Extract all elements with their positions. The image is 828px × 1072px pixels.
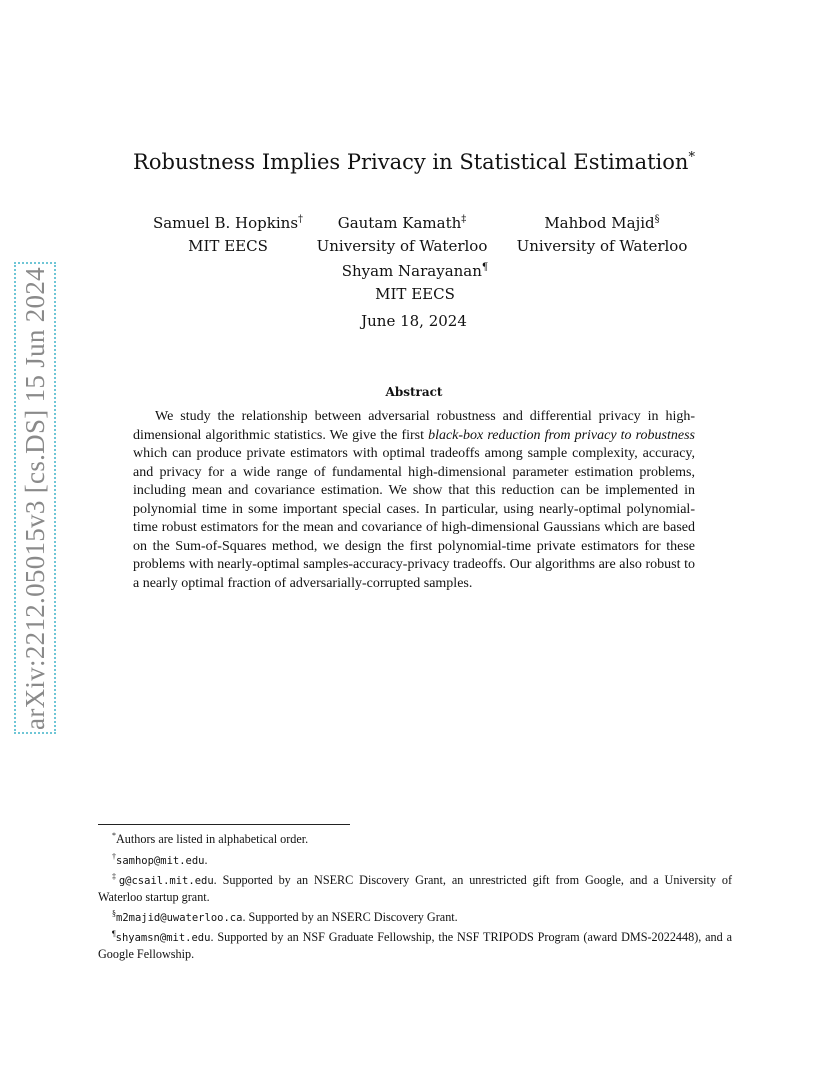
footnote-text: . Supported by an NSF Graduate Fellowship, the NSF TRIPODS Program (award DMS-2022448), and a Google Fellowship. (98, 930, 732, 961)
author-affiliation: MIT EECS (375, 285, 455, 303)
footnote-text: . Supported by an NSERC Discovery Grant. (242, 909, 458, 924)
abstract-text-part2: which can produce private estimators with optimal tradeoffs among sample complexity, accuracy, and privacy for a wide range of fundamental high-dimensional parameter estimation problems, including mean and covariance estimation. We show that this reduction can be implemented in polynomial time in some important special cases. In particular, using nearly-optimal polynomial-time robust estimators for the mean and covariance of high-dimensional Gaussians which are based on the Sum-of-Squares method, we design the first polynomial-time private estimators for these problems with nearly-optimal samples-accuracy-privacy tradeoffs. Our algorithms are also robust to a nearly optimal fraction of adversarially-corrupted samples. (133, 446, 695, 591)
paper-title (0, 150, 828, 174)
author-block (128, 208, 328, 258)
author-affiliation: University of Waterloo (316, 237, 488, 255)
arxiv-stamp (14, 262, 56, 734)
footnote-email[interactable]: g@csail.mit.edu (118, 875, 214, 888)
abstract-text-part1: We study the relationship between adversarial robustness and differential privacy in high-dimensional algorithmic statistics. We give the first (133, 409, 695, 443)
author-name: Mahbod Majid (544, 214, 655, 232)
footnote-email[interactable]: m2majid@uwaterloo.ca (116, 911, 243, 924)
author-affiliation: University of Waterloo (516, 237, 688, 255)
footnote-rule (98, 824, 350, 825)
author-name: Gautam Kamath (337, 214, 462, 232)
footnotes (98, 828, 732, 962)
author-block (302, 208, 502, 258)
paper-date: June 18, 2024 (361, 312, 467, 330)
author-mark: ‡ (461, 214, 467, 225)
footnote (98, 828, 732, 849)
footnote-mark: * (112, 831, 116, 840)
footnote-email[interactable]: shyamsn@mit.edu (115, 932, 211, 945)
author-mark: ¶ (481, 262, 489, 273)
author-mark: † (298, 214, 304, 225)
footnote-mark: ‡ (112, 872, 119, 882)
footnote-text: Authors are listed in alphabetical order. (116, 832, 309, 847)
title-footnote-mark: * (688, 150, 695, 165)
abstract-body (133, 408, 695, 593)
author-block (502, 208, 702, 258)
footnote-email[interactable]: samhop@mit.edu (116, 854, 205, 867)
author-block (315, 256, 515, 306)
footnote (98, 869, 732, 905)
footnote-text: . (204, 852, 208, 867)
author-name: Shyam Narayanan (341, 262, 482, 280)
footnote-mark: § (112, 908, 116, 918)
abstract-heading: Abstract (385, 385, 443, 399)
paper-title-text: Robustness Implies Privacy in Statistical Estimation (133, 150, 689, 174)
footnote (98, 906, 732, 927)
footnote-mark: ¶ (112, 929, 116, 939)
footnote (98, 849, 732, 870)
abstract-emphasis: black-box reduction from privacy to robustness (428, 427, 695, 443)
author-affiliation: MIT EECS (188, 237, 268, 255)
footnote (98, 926, 732, 962)
footnote-text: . Supported by an NSERC Discovery Grant, an unrestricted gift from Google, and a University of Waterloo startup grant. (98, 873, 733, 904)
author-mark: § (654, 214, 660, 225)
arxiv-stamp-text: arXiv:2212.05015v3 [cs.DS] 15 Jun 2024 (19, 266, 50, 730)
author-name: Samuel B. Hopkins (152, 214, 299, 232)
footnote-mark: † (112, 851, 116, 861)
